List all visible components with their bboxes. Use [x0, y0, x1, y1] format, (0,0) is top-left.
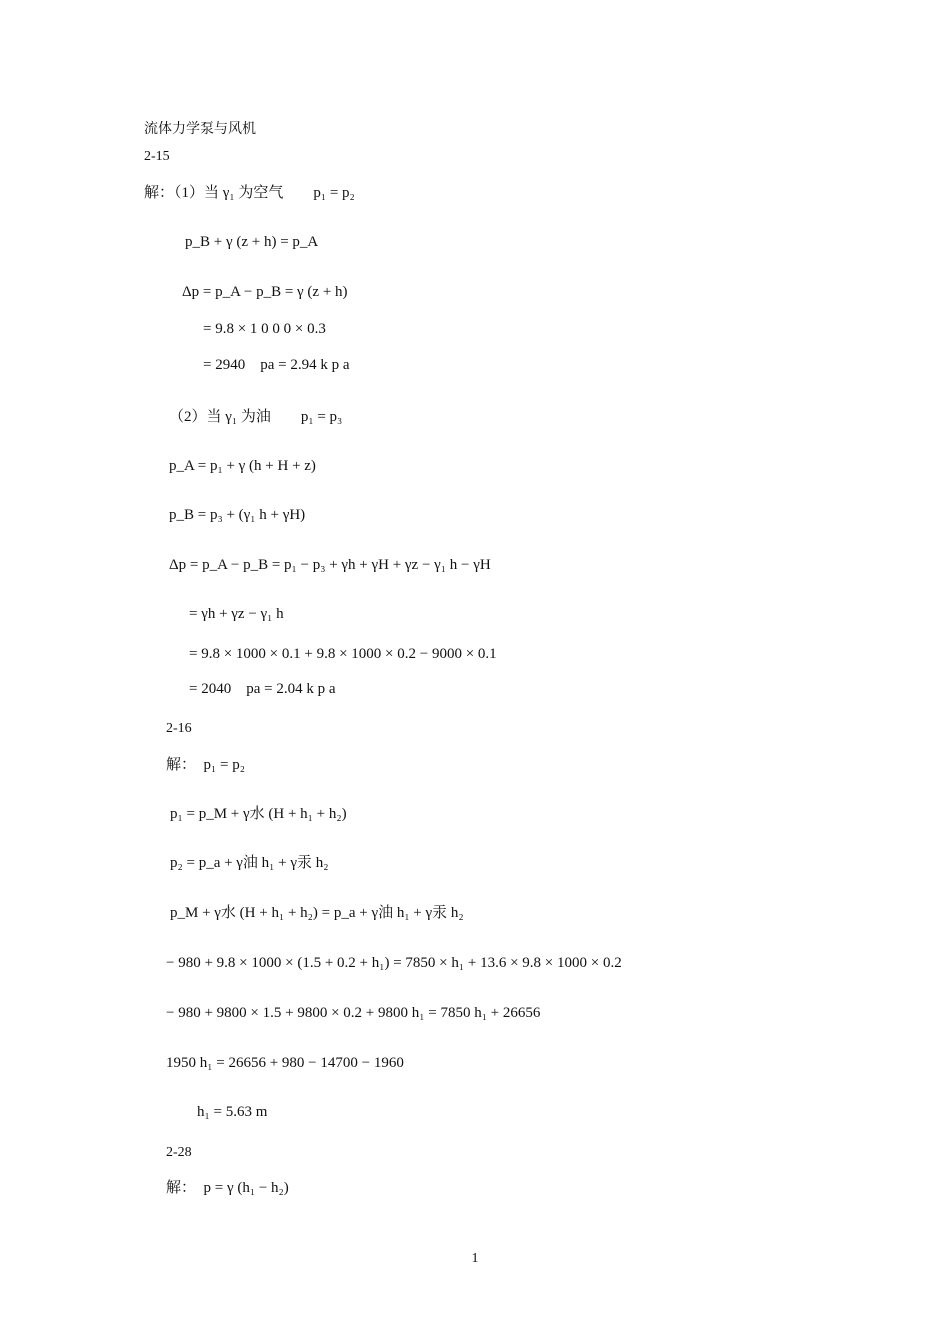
equation-line: 解： p₁ = p₂	[166, 757, 245, 773]
page-number: 1	[471, 1251, 479, 1266]
equation-line: = 9.8 × 1 0 0 0 × 0.3	[203, 321, 326, 337]
equation-line: p_M + γ水 (H + h₁ + h₂) = p_a + γ油 h₁ + γ汞 h₂	[170, 905, 464, 921]
equation-line: = 2040 pa = 2.04 k p a	[189, 681, 336, 697]
equation-line: Δp = p_A − p_B = γ (z + h)	[182, 284, 348, 300]
equation-line: p₂ = p_a + γ油 h₁ + γ汞 h₂	[170, 855, 329, 871]
section-label: 2-16	[166, 721, 192, 736]
equation-line: − 980 + 9.8 × 1000 × (1.5 + 0.2 + h₁) = 7850 × h₁ + 13.6 × 9.8 × 1000 × 0.2	[166, 955, 622, 971]
document-title: 流体力学泵与风机	[144, 122, 256, 137]
equation-line: h₁ = 5.63 m	[197, 1104, 268, 1120]
section-label: 2-15	[144, 149, 170, 164]
equation-line: = 2940 pa = 2.94 k p a	[203, 357, 350, 373]
equation-line: Δp = p_A − p_B = p₁ − p₃ + γh + γH + γz − γ₁ h − γH	[169, 557, 491, 573]
equation-line: = 9.8 × 1000 × 0.1 + 9.8 × 1000 × 0.2 − 9000 × 0.1	[189, 646, 497, 662]
equation-line: 解： p = γ (h₁ − h₂)	[166, 1180, 289, 1196]
equation-line: p_B + γ (z + h) = p_A	[185, 234, 319, 250]
equation-line: p₁ = p_M + γ水 (H + h₁ + h₂)	[170, 806, 347, 822]
equation-line: p_A = p₁ + γ (h + H + z)	[169, 458, 316, 474]
equation-line: 1950 h₁ = 26656 + 980 − 14700 − 1960	[166, 1055, 404, 1071]
equation-line: （2）当 γ₁ 为油 p₁ = p₃	[169, 409, 343, 425]
equation-line: − 980 + 9800 × 1.5 + 9800 × 0.2 + 9800 h₁ = 7850 h₁ + 26656	[166, 1005, 541, 1021]
section-label: 2-28	[166, 1145, 192, 1160]
equation-line: 解：（1）当 γ₁ 为空气 p₁ = p₂	[144, 185, 355, 201]
equation-line: = γh + γz − γ₁ h	[189, 606, 284, 622]
equation-line: p_B = p₃ + (γ₁ h + γH)	[169, 507, 306, 523]
